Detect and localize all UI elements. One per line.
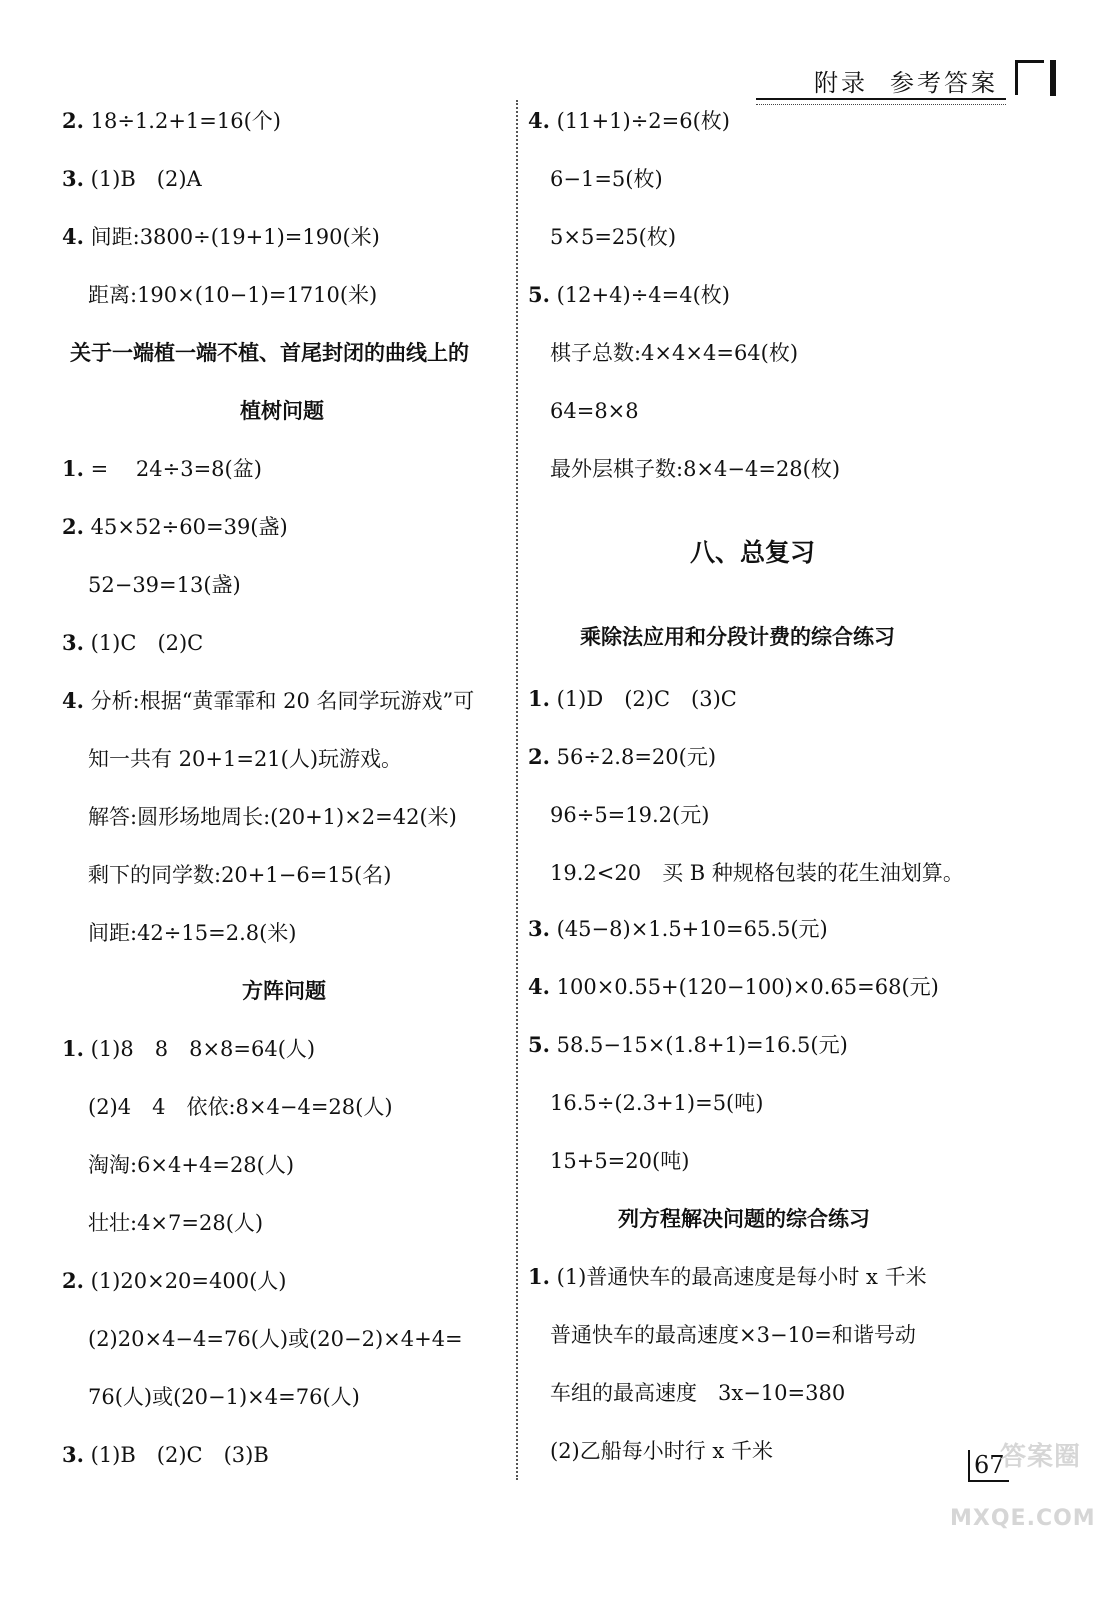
answer-line: 距离:190×(10−1)=1710(米)	[88, 283, 378, 307]
answer-text: (12+4)÷4=4(枚)	[556, 283, 730, 307]
answer-text: 18÷1.2+1=16(个)	[90, 109, 281, 133]
header-title: 参考答案	[890, 68, 998, 97]
answer-text: 100×0.55+(120−100)×0.65=68(元)	[556, 975, 939, 999]
answer-line	[62, 686, 474, 716]
item-number: 1.	[528, 1264, 550, 1289]
item-number: 3.	[62, 630, 84, 655]
answer-line: 16.5÷(2.3+1)=5(吨)	[550, 1091, 764, 1115]
answer-text: 45×52÷60=39(盏)	[90, 515, 288, 539]
item-number: 2.	[62, 108, 84, 133]
answer-line: 52−39=13(盏)	[88, 573, 241, 597]
answer-line: 解答:圆形场地周长:(20+1)×2=42(米)	[88, 805, 457, 829]
item-number: 2.	[62, 514, 84, 539]
answer-line	[528, 914, 828, 944]
answer-line: 最外层棋子数:8×4−4=28(枚)	[550, 457, 841, 481]
answer-line: 5×5=25(枚)	[550, 225, 677, 249]
answer-line: 普通快车的最高速度×3−10=和谐号动	[550, 1323, 916, 1347]
answer-text: 58.5−15×(1.8+1)=16.5(元)	[556, 1033, 848, 1057]
answer-line	[62, 454, 262, 484]
answer-text: (45−8)×1.5+10=65.5(元)	[556, 917, 828, 941]
section-heading: 植树问题	[240, 399, 324, 423]
answer-line	[62, 1440, 269, 1470]
item-number: 1.	[528, 686, 550, 711]
answer-line	[62, 222, 380, 252]
answer-line	[528, 742, 716, 772]
answer-line	[62, 106, 281, 136]
header-corner-mark	[1015, 60, 1044, 95]
answer-text: (1)C (2)C	[90, 631, 204, 655]
item-number: 3.	[528, 916, 550, 941]
item-number: 4.	[62, 224, 84, 249]
answer-line: 车组的最高速度 3x−10=380	[550, 1381, 846, 1405]
item-number: 4.	[62, 688, 84, 713]
answer-line	[62, 1034, 315, 1064]
item-number: 1.	[62, 456, 84, 481]
answer-line: (2)乙船每小时行 x 千米	[550, 1439, 773, 1463]
item-number: 5.	[528, 282, 550, 307]
answer-text: (1)20×20=400(人)	[90, 1269, 287, 1293]
header-rule	[756, 98, 1006, 105]
watermark-text: 答案圈	[1000, 1442, 1082, 1472]
section-heading: 关于一端植一端不植、首尾封闭的曲线上的	[70, 341, 469, 365]
section-heading: 乘除法应用和分段计费的综合练习	[580, 625, 895, 649]
answer-line	[528, 972, 939, 1002]
answer-line	[528, 280, 730, 310]
answer-line	[62, 512, 288, 542]
answer-line	[62, 164, 202, 194]
answer-line: (2)4 4 依依:8×4−4=28(人)	[88, 1095, 393, 1119]
answer-line	[528, 1262, 927, 1292]
answer-line: 知一共有 20+1=21(人)玩游戏。	[88, 747, 403, 771]
answer-text: = 24÷3=8(盆)	[90, 457, 262, 481]
answer-line: 淘淘:6×4+4=28(人)	[88, 1153, 295, 1177]
answer-line: 64=8×8	[550, 399, 639, 423]
answer-line: 76(人)或(20−1)×4=76(人)	[88, 1385, 360, 1409]
answer-line: 壮壮:4×7=28(人)	[88, 1211, 264, 1235]
page-number: 67	[968, 1450, 1009, 1482]
answer-text: 间距:3800÷(19+1)=190(米)	[90, 225, 380, 249]
item-number: 4.	[528, 108, 550, 133]
item-number: 3.	[62, 1442, 84, 1467]
section-heading: 方阵问题	[242, 979, 326, 1003]
answer-line: 间距:42÷15=2.8(米)	[88, 921, 297, 945]
section-heading: 列方程解决问题的综合练习	[618, 1207, 870, 1231]
answer-line	[62, 628, 203, 658]
item-number: 4.	[528, 974, 550, 999]
answer-text: (1)D (2)C (3)C	[556, 687, 737, 711]
answer-text: (1)B (2)A	[90, 167, 202, 191]
answer-line: (2)20×4−4=76(人)或(20−2)×4+4=	[88, 1327, 463, 1351]
watermark-url: MXQE.COM	[950, 1506, 1096, 1531]
item-number: 5.	[528, 1032, 550, 1057]
chapter-title: 八、总复习	[690, 538, 816, 567]
answer-text: (1)8 8 8×8=64(人)	[90, 1037, 316, 1061]
answer-line	[528, 106, 730, 136]
column-divider	[516, 100, 518, 1480]
answer-text: 分析:根据“黄霏霏和 20 名同学玩游戏”可	[90, 689, 475, 713]
answer-line: 19.2<20 买 B 种规格包装的花生油划算。	[550, 861, 964, 885]
answer-line	[528, 1030, 848, 1060]
answer-line: 15+5=20(吨)	[550, 1149, 690, 1173]
answer-text: (1)普通快车的最高速度是每小时 x 千米	[556, 1265, 927, 1289]
answer-line: 棋子总数:4×4×4=64(枚)	[550, 341, 799, 365]
item-number: 2.	[62, 1268, 84, 1293]
answer-line: 96÷5=19.2(元)	[550, 803, 710, 827]
answer-line	[62, 1266, 286, 1296]
answer-line	[528, 684, 737, 714]
item-number: 3.	[62, 166, 84, 191]
answer-text: 56÷2.8=20(元)	[556, 745, 717, 769]
answer-text: (1)B (2)C (3)B	[90, 1443, 269, 1467]
answer-text: (11+1)÷2=6(枚)	[556, 109, 730, 133]
header-section: 附录	[814, 68, 868, 97]
item-number: 1.	[62, 1036, 84, 1061]
page-header	[814, 62, 998, 98]
answer-line: 剩下的同学数:20+1−6=15(名)	[88, 863, 392, 887]
item-number: 2.	[528, 744, 550, 769]
answer-line: 6−1=5(枚)	[550, 167, 663, 191]
